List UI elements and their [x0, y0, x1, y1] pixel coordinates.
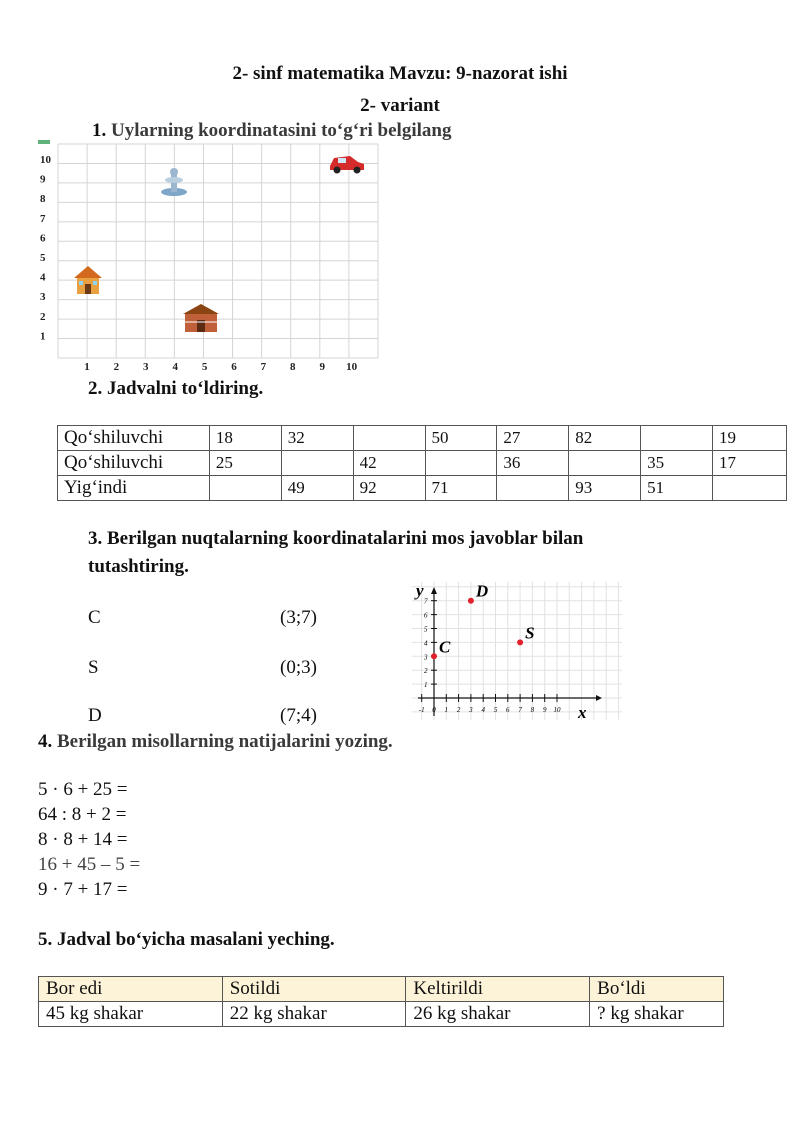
y-axis-label: y: [416, 581, 424, 600]
point-d-marker: [468, 598, 474, 604]
x-tick-label: 6: [506, 706, 510, 714]
exercise-2: 64 : 8 + 2 =: [38, 804, 127, 825]
x-tick-label: 1: [444, 706, 449, 714]
point-label-d: D: [88, 705, 102, 726]
x-tick-label: 1: [84, 361, 90, 373]
row-label: Qo‘shiluvchi: [58, 426, 210, 451]
value-bor-edi: 45 kg shakar: [39, 1002, 223, 1027]
x-axis-arrow: [596, 695, 602, 701]
coord-option-3[interactable]: (7;4): [280, 705, 317, 726]
exercise-1: 5 · 6 + 25 =: [38, 779, 128, 800]
coord-option-2[interactable]: (0;3): [280, 657, 317, 678]
table-cell: 42: [353, 451, 425, 476]
value-keltirildi: 26 kg shakar: [406, 1002, 590, 1027]
empty-answer-cell[interactable]: [497, 476, 569, 501]
empty-answer-cell[interactable]: [353, 426, 425, 451]
y-tick-label: 1: [424, 681, 428, 690]
value-sotildi: 22 kg shakar: [222, 1002, 406, 1027]
table-cell: 18: [209, 426, 281, 451]
table-row: [58, 476, 787, 501]
x-tick-label: 3: [143, 361, 149, 373]
y-tick-label: 4: [424, 639, 428, 648]
task1-heading: 1. Uylarning koordinatasini to‘g‘ri belgilang: [92, 120, 452, 141]
y-tick-label: 3: [424, 653, 428, 662]
y-axis-arrow: [431, 587, 437, 594]
header-bor-edi: Bor edi: [39, 977, 223, 1002]
point-label-s: S: [88, 657, 99, 678]
header-keltirildi: Keltirildi: [406, 977, 590, 1002]
y-tick-label: 1: [40, 330, 46, 343]
x-tick-label: 2: [456, 706, 461, 714]
table-cell: 49: [281, 476, 353, 501]
x-tick-label: 5: [201, 361, 208, 373]
variant-label: 2- variant: [360, 95, 440, 116]
x-tick-label: 5: [493, 706, 498, 714]
exercise-5: 9 · 7 + 17 =: [38, 879, 128, 900]
barn-icon: [183, 304, 219, 332]
task2-heading: 2. Jadvalni to‘ldiring.: [88, 378, 264, 399]
header-sotildi: Sotildi: [222, 977, 406, 1002]
table-cell: 35: [641, 451, 713, 476]
empty-answer-cell[interactable]: [641, 426, 713, 451]
header-boldi: Bo‘ldi: [590, 977, 724, 1002]
table-cell: 71: [425, 476, 497, 501]
empty-answer-cell[interactable]: [209, 476, 281, 501]
x-tick-label: 4: [172, 361, 178, 373]
table-cell: 82: [569, 426, 641, 451]
empty-answer-cell[interactable]: [425, 451, 497, 476]
x-tick-label: -1: [418, 706, 425, 714]
x-axis-label: x: [578, 703, 587, 722]
x-tick-label: 6: [231, 361, 237, 373]
y-tick-label: 2: [40, 310, 46, 323]
table-cell: 92: [353, 476, 425, 501]
value-boldi[interactable]: ? kg shakar: [590, 1002, 724, 1027]
sugar-table: [38, 976, 724, 1027]
task3-heading-line1: 3. Berilgan nuqtalarning koordinatalarini mos javoblar bilan: [88, 528, 584, 549]
table-row: [58, 426, 787, 451]
table-cell: 25: [209, 451, 281, 476]
point-s-label: S: [525, 623, 535, 643]
fountain-icon: [161, 168, 187, 196]
coordinate-plane: [410, 580, 625, 722]
y-tick-label: 9: [40, 173, 46, 186]
sugar-table-header-row: [39, 977, 724, 1002]
table-cell: 51: [641, 476, 713, 501]
y-tick-label: 4: [40, 271, 46, 284]
x-tick-label: 3: [469, 706, 473, 714]
table-row: [58, 451, 787, 476]
addition-table: [57, 425, 787, 501]
x-tick-label: 9: [319, 361, 325, 373]
table-cell: 19: [713, 426, 787, 451]
x-tick-label: 4: [481, 706, 485, 714]
table-cell: 93: [569, 476, 641, 501]
table-cell: 17: [713, 451, 787, 476]
x-tick-label: 8: [290, 361, 296, 373]
exercise-3: 8 · 8 + 14 =: [38, 829, 128, 850]
y-tick-label: 5: [40, 252, 46, 264]
corner-marker: [38, 140, 50, 144]
house-coordinate-grid: [30, 138, 390, 378]
y-tick-label: 7: [40, 212, 46, 225]
point-d-label: D: [475, 581, 489, 601]
point-s-marker: [517, 639, 523, 645]
table-cell: 27: [497, 426, 569, 451]
coord-option-1[interactable]: (3;7): [280, 607, 317, 628]
row-label: Yig‘indi: [58, 476, 210, 501]
x-tick-label: 10: [346, 361, 358, 373]
table-cell: 32: [281, 426, 353, 451]
x-tick-label: 7: [260, 361, 267, 373]
table-cell: 50: [425, 426, 497, 451]
x-tick-label: 8: [530, 706, 535, 714]
task3-heading-line2: tutashtiring.: [88, 556, 189, 577]
y-tick-label: 6: [424, 611, 428, 620]
table-cell: 36: [497, 451, 569, 476]
y-tick-label: 10: [40, 154, 51, 166]
car-icon: [330, 156, 364, 174]
exercise-4: 16 + 45 – 5 =: [38, 854, 141, 875]
empty-answer-cell[interactable]: [713, 476, 787, 501]
y-tick-label: 7: [424, 597, 428, 606]
x-tick-label: 7: [518, 706, 522, 714]
row-label: Qo‘shiluvchi: [58, 451, 210, 476]
y-tick-label: 5: [424, 625, 428, 634]
point-c-marker: [431, 653, 437, 659]
y-tick-label: 6: [40, 232, 46, 245]
x-tick-label: 9: [542, 706, 547, 714]
y-tick-label: 3: [40, 291, 46, 304]
page-title: 2- sinf matematika Mavzu: 9-nazorat ishi: [232, 63, 568, 84]
point-label-c: C: [88, 607, 101, 628]
x-tick-label: 0: [432, 706, 436, 714]
task5-heading: 5. Jadval bo‘yicha masalani yeching.: [38, 929, 335, 950]
sugar-table-value-row: [39, 1002, 724, 1027]
point-c-label: C: [439, 637, 451, 657]
y-tick-label: 2: [424, 667, 428, 676]
x-tick-label: 2: [113, 361, 120, 373]
task4-heading: 4. Berilgan misollarning natijalarini yozing.: [38, 731, 393, 752]
empty-answer-cell[interactable]: [281, 451, 353, 476]
x-tick-label: 10: [553, 706, 561, 714]
y-tick-label: 8: [40, 193, 46, 206]
empty-answer-cell[interactable]: [569, 451, 641, 476]
house-icon: [74, 266, 102, 294]
